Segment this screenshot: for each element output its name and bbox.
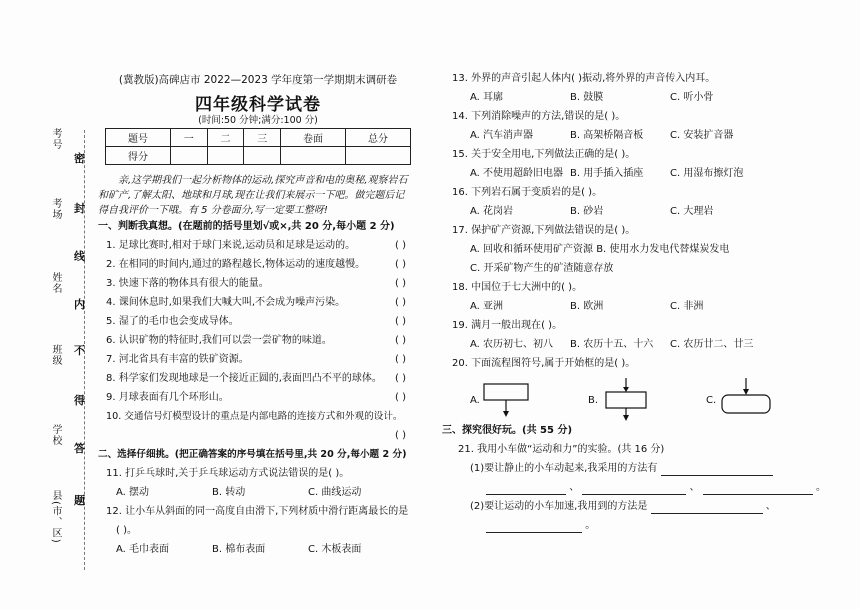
answer-paren[interactable]: ( ) bbox=[395, 259, 406, 270]
choice-option[interactable]: C. 非洲 bbox=[670, 301, 704, 312]
exam-subtitle: (冀教版)高碑店市 2022—2023 学年度第一学期期末调研卷 bbox=[118, 74, 398, 86]
seal-char: 题 bbox=[74, 494, 85, 507]
choice-question-cont: ( )。 bbox=[116, 525, 137, 536]
flowchart-option-b[interactable]: B. bbox=[588, 378, 706, 422]
margin-label-name: 姓名 bbox=[50, 272, 61, 294]
experiment-subquestion-1-blanks: 、 、 。 bbox=[452, 481, 824, 500]
score-cell[interactable] bbox=[281, 147, 346, 165]
score-cell[interactable] bbox=[244, 147, 281, 165]
judge-item: 7. 河北省具有丰富的铁矿资源。 ( ) bbox=[106, 354, 406, 365]
choice-options bbox=[452, 167, 824, 186]
score-table-score-row bbox=[106, 147, 411, 165]
choice-option[interactable]: C. 听小骨 bbox=[670, 92, 714, 103]
choice-options bbox=[452, 338, 824, 357]
margin-label-school: 学校 bbox=[50, 424, 61, 446]
answer-paren[interactable]: ( ) bbox=[395, 240, 406, 251]
choice-option[interactable]: B. 转动 bbox=[212, 487, 246, 498]
answer-blank[interactable] bbox=[486, 521, 582, 533]
seal-char: 密 bbox=[74, 152, 85, 165]
seal-char: 内 bbox=[74, 298, 85, 311]
answer-paren[interactable]: ( ) bbox=[395, 373, 406, 384]
seal-char: 封 bbox=[74, 202, 85, 215]
score-header-cell: 题号 bbox=[106, 129, 171, 147]
choice-option[interactable]: A. 耳廓 bbox=[470, 92, 504, 103]
choice-option[interactable]: A. 农历初七、初八 bbox=[470, 339, 554, 350]
seal-char: 不 bbox=[74, 344, 85, 357]
choice-options bbox=[452, 91, 824, 110]
answer-blank[interactable] bbox=[582, 483, 686, 495]
choice-option[interactable]: C. 农历廿二、廿三 bbox=[670, 339, 754, 350]
exam-time-note: (时间:50 分钟;满分:100 分) bbox=[198, 115, 318, 126]
answer-blank[interactable] bbox=[661, 464, 773, 476]
margin-label-county: 县(市、区) bbox=[50, 490, 61, 544]
flowchart-options bbox=[452, 376, 824, 424]
answer-paren[interactable]: ( ) bbox=[395, 354, 406, 365]
flowchart-box-arrow-through-icon bbox=[598, 378, 656, 422]
choice-option[interactable]: C. 安装扩音器 bbox=[670, 130, 734, 141]
judge-item-10: 10. 交通信号灯模型设计的重点是内部电路的连接方式和外观的设计。 bbox=[106, 411, 403, 422]
binding-margin bbox=[0, 0, 96, 609]
score-header-cell: 二 bbox=[207, 129, 244, 147]
choice-option[interactable]: A. 摆动 bbox=[116, 487, 150, 498]
choice-option[interactable]: B. 高架桥隔音板 bbox=[570, 130, 644, 141]
choice-option[interactable]: A. 不使用超龄旧电器 bbox=[470, 168, 564, 179]
choice-option[interactable]: B. 鼓膜 bbox=[570, 92, 604, 103]
choice-question: 12. 让小车从斜面的同一高度自由滑下,下列材质中滑行距离最长的是 bbox=[106, 506, 409, 517]
seal-char: 线 bbox=[74, 250, 85, 263]
choice-option[interactable]: B. 欧洲 bbox=[570, 301, 604, 312]
score-header-cell: 一 bbox=[170, 129, 207, 147]
choice-question: 19. 满月一般出现在( )。 bbox=[452, 320, 563, 331]
margin-label-exam-number: 考号 bbox=[50, 128, 61, 150]
choice-question: 16. 下列岩石属于变质岩的是( )。 bbox=[452, 187, 603, 198]
score-table bbox=[105, 128, 411, 165]
score-cell[interactable] bbox=[207, 147, 244, 165]
exam-intro: 亲,这学期我们一起分析物体的运动,探究声音和电的奥秘,观察岩石和矿产,了解太阳、地球和月球,现在让我们来展示一下吧。做完题后记得自我评价一下哦。有 5 分卷面分,写一定要工整呀! bbox=[98, 175, 408, 216]
choice-question: 13. 外界的声音引起人体内( )振动,将外界的声音传入内耳。 bbox=[452, 73, 716, 84]
choice-option[interactable]: C. 大理岩 bbox=[670, 206, 714, 217]
answer-paren[interactable]: ( ) bbox=[395, 316, 406, 327]
choice-option-row[interactable]: A. 回收和循环使用矿产资源 B. 使用水力发电代替煤炭发电 bbox=[470, 244, 730, 255]
choice-option[interactable]: C. 曲线运动 bbox=[308, 487, 362, 498]
score-header-cell: 卷面 bbox=[281, 129, 346, 147]
choice-option-row[interactable]: C. 开采矿物产生的矿渣随意存放 bbox=[470, 263, 614, 274]
judge-item: 3. 快速下落的物体具有很大的能量。 ( ) bbox=[106, 278, 406, 289]
seal-char: 得 bbox=[74, 394, 85, 407]
experiment-subquestion-2-blanks: 。 bbox=[452, 519, 824, 538]
seal-char: 答 bbox=[74, 442, 85, 455]
margin-label-exam-room: 考场 bbox=[50, 198, 61, 220]
experiment-subquestion-1: (1)要让静止的小车动起来,我采用的方法有 bbox=[452, 462, 824, 481]
answer-paren[interactable]: ( ) bbox=[395, 297, 406, 308]
choice-option[interactable]: B. 棉布表面 bbox=[212, 544, 266, 555]
section1-heading: 一、判断我真想。(在题前的括号里划√或×,共 20 分,每小题 2 分) bbox=[98, 221, 395, 232]
flowchart-rounded-box-arrow-in-icon bbox=[716, 378, 778, 422]
judge-item: 1. 足球比赛时,相对于球门来说,运动员和足球是运动的。 ( ) bbox=[106, 240, 406, 251]
score-cell[interactable] bbox=[170, 147, 207, 165]
judge-item: 9. 月球表面有几个环形山。 ( ) bbox=[106, 392, 406, 403]
score-cell[interactable] bbox=[346, 147, 411, 165]
left-column bbox=[98, 72, 418, 562]
choice-question: 14. 下列消除噪声的方法,错误的是( )。 bbox=[452, 111, 626, 122]
judge-item: 2. 在相同的时间内,通过的路程越长,物体运动的速度越慢。 ( ) bbox=[106, 259, 406, 270]
choice-option[interactable]: B. 砂岩 bbox=[570, 206, 604, 217]
score-header-cell: 总分 bbox=[346, 129, 411, 147]
choice-options bbox=[98, 486, 418, 505]
experiment-question: 21. 我用小车做“运动和力”的实验。(共 16 分) bbox=[458, 444, 665, 455]
answer-blank[interactable] bbox=[703, 483, 813, 495]
choice-option[interactable]: C. 用湿布擦灯泡 bbox=[670, 168, 744, 179]
answer-paren[interactable]: ( ) bbox=[395, 392, 406, 403]
choice-question: 17. 保护矿产资源,下列做法错误的是( )。 bbox=[452, 225, 636, 236]
margin-label-class: 班级 bbox=[50, 344, 61, 366]
choice-option[interactable]: A. 亚洲 bbox=[470, 301, 504, 312]
flowchart-box-arrow-out-icon bbox=[480, 380, 538, 420]
choice-question: 18. 中国位于七大洲中的( )。 bbox=[452, 282, 583, 293]
answer-blank[interactable] bbox=[651, 502, 763, 514]
choice-option[interactable]: A. 汽车消声器 bbox=[470, 130, 534, 141]
judge-item: 8. 科学家们发现地球是一个接近正圆的,表面凹凸不平的球体。 ( ) bbox=[106, 373, 406, 384]
answer-paren[interactable]: ( ) bbox=[395, 430, 406, 441]
choice-option[interactable]: A. 花岗岩 bbox=[470, 206, 514, 217]
score-header-cell: 三 bbox=[244, 129, 281, 147]
section2-heading: 二、选择仔细挑。(把正确答案的序号填在括号里,共 20 分,每小题 2 分) bbox=[98, 449, 407, 460]
choice-question: 15. 关于安全用电,下列做法正确的是( )。 bbox=[452, 149, 636, 160]
choice-options bbox=[452, 300, 824, 319]
answer-blank[interactable] bbox=[486, 483, 566, 495]
section3-heading: 三、探究很好玩。(共 55 分) bbox=[442, 425, 573, 436]
choice-options bbox=[98, 543, 418, 562]
score-row-label: 得分 bbox=[106, 147, 171, 165]
judge-item-10-paren-row bbox=[98, 429, 418, 448]
flowchart-option-c[interactable]: C. bbox=[706, 378, 824, 422]
judge-item: 4. 课间休息时,如果我们大喊大叫,不会成为噪声污染。 ( ) bbox=[106, 297, 406, 308]
judge-item: 6. 认识矿物的特征时,我们可以尝一尝矿物的味道。 ( ) bbox=[106, 335, 406, 346]
choice-options bbox=[452, 205, 824, 224]
choice-option[interactable]: B. 用手插入插座 bbox=[570, 168, 644, 179]
flowchart-option-a[interactable]: A. bbox=[470, 380, 588, 420]
experiment-subquestion-2: (2)要让运动的小车加速,我用到的方法是 、 bbox=[470, 501, 776, 512]
answer-paren[interactable]: ( ) bbox=[395, 335, 406, 346]
choice-option[interactable]: B. 农历十五、十六 bbox=[570, 339, 654, 350]
choice-option[interactable]: A. 毛巾表面 bbox=[116, 544, 170, 555]
right-column bbox=[442, 72, 826, 538]
choice-options bbox=[452, 129, 824, 148]
choice-question: 20. 下面流程图符号,属于开始框的是( )。 bbox=[452, 358, 636, 369]
exam-title: 四年级科学试卷 bbox=[195, 95, 321, 115]
answer-paren[interactable]: ( ) bbox=[395, 278, 406, 289]
choice-question: 11. 打乒乓球时,关于乒乓球运动方式说法错误的是( )。 bbox=[106, 468, 350, 479]
judge-item: 5. 湿了的毛巾也会变成导体。 ( ) bbox=[106, 316, 406, 327]
score-table-header-row bbox=[106, 129, 411, 147]
choice-option[interactable]: C. 木板表面 bbox=[308, 544, 362, 555]
